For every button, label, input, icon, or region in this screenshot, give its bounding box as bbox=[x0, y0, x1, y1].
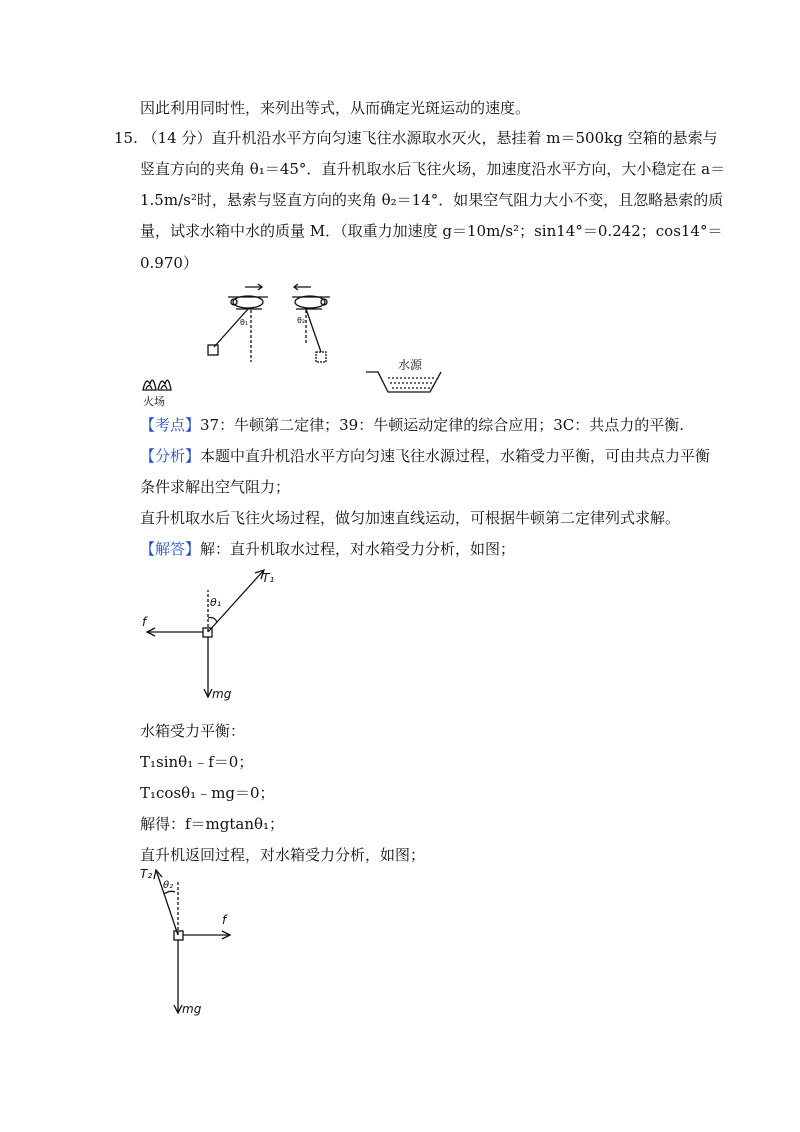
mg-label-fig2: mg bbox=[212, 687, 232, 701]
problem-line-5: 0.970） bbox=[140, 254, 198, 272]
water-source-icon bbox=[366, 372, 441, 392]
solution-eq2: T₁cosθ₁﹣mg＝0； bbox=[140, 784, 275, 802]
problem-number: 15. bbox=[114, 129, 138, 147]
problem-text-1: 直升机沿水平方向匀速飞往水源取水灭火，悬挂着 m＝500kg 空箱的悬索与 bbox=[211, 129, 718, 147]
t1-label: T₁ bbox=[262, 571, 275, 585]
water-box-2 bbox=[316, 352, 326, 362]
fenxi-tag: 【分析】 bbox=[140, 447, 201, 465]
fenxi-text-3: 直升机取水后飞往火场过程，做匀加速直线运动，可根据牛顿第二定律列式求解。 bbox=[140, 509, 681, 527]
jieda-tag: 【解答】 bbox=[140, 540, 201, 558]
f-label-fig3: f bbox=[222, 913, 227, 927]
fire-icon bbox=[143, 380, 171, 390]
theta1-label-fig2: θ₁ bbox=[210, 596, 222, 609]
kaodian-tag: 【考点】 bbox=[140, 416, 201, 434]
water-source-label: 水源 bbox=[398, 358, 423, 372]
f-label-fig2: f bbox=[142, 615, 147, 629]
intro-line: 因此利用同时性，来列出等式，从而确定光斑运动的速度。 bbox=[140, 99, 531, 117]
problem-points: （14 分） bbox=[142, 129, 212, 147]
problem-line-3: 1.5m/s²时，悬索与竖直方向的夹角 θ₂＝14°．如果空气阻力大小不变，且忽略悬索的质 bbox=[140, 191, 724, 209]
solution-eq1: T₁sinθ₁﹣f＝0； bbox=[140, 753, 254, 771]
jieda-text: 解：直升机取水过程，对水箱受力分析，如图； bbox=[200, 540, 516, 558]
solution-result: 解得：f＝mgtanθ₁； bbox=[140, 815, 285, 833]
theta2-label-fig3: θ₂ bbox=[163, 880, 174, 891]
theta1-label-fig1: θ₁ bbox=[240, 318, 249, 327]
figure-force-1 bbox=[147, 570, 264, 697]
fire-label: 火场 bbox=[143, 395, 165, 408]
mg-label-fig3: mg bbox=[182, 1002, 202, 1016]
figure-force-2 bbox=[154, 870, 230, 1013]
solution-balance: 水箱受力平衡： bbox=[140, 722, 246, 740]
t2-label: T₂ bbox=[140, 867, 153, 881]
figure-problem bbox=[143, 284, 441, 392]
problem-line-2: 竖直方向的夹角 θ₁＝45°．直升机取水后飞往火场，加速度沿水平方向，大小稳定在 a＝ bbox=[140, 160, 726, 178]
fenxi-text-1: 本题中直升机沿水平方向匀速飞往水源过程，水箱受力平衡，可由共点力平衡 bbox=[200, 447, 711, 465]
theta2-label-fig1: θ₂ bbox=[297, 316, 306, 325]
water-box-1 bbox=[208, 345, 218, 355]
kaodian-text: 37：牛顿第二定律；39：牛顿运动定律的综合应用；3C：共点力的平衡. bbox=[200, 416, 684, 434]
problem-line-4: 量，试求水箱中水的质量 M．（取重力加速度 g＝10m/s²；sin14°＝0.242；cos14°＝ bbox=[140, 222, 723, 240]
fenxi-text-2: 条件求解出空气阻力； bbox=[140, 478, 291, 496]
solution-return-text: 直升机返回过程，对水箱受力分析，如图； bbox=[140, 846, 426, 864]
